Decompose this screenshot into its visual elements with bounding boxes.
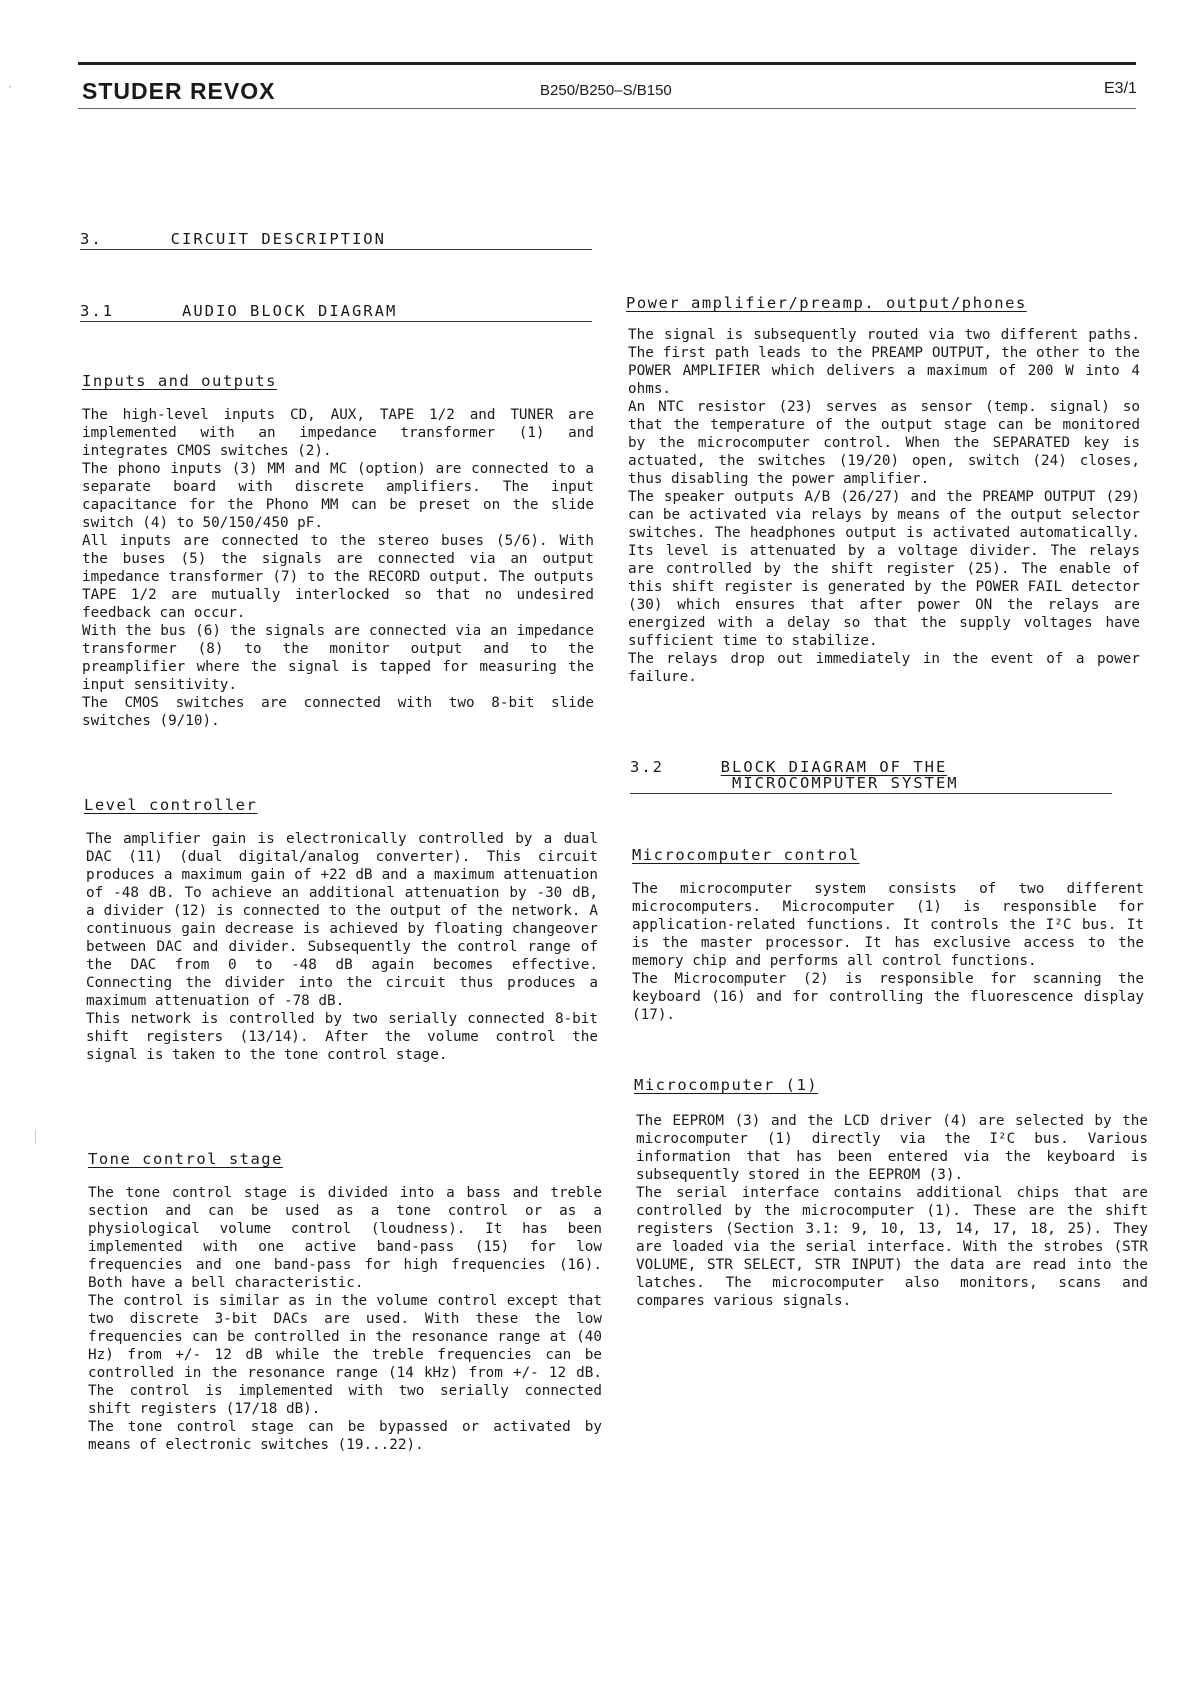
paragraph: The Microcomputer (2) is responsible for scanning the keyboard (16) and for controlling the fluorescence display (17). xyxy=(632,971,1144,1023)
paragraph: An NTC resistor (23) serves as sensor (temp. signal) so that the temperature of the output stage can be monitored by the microcomputer control. When the SEPARATED key is actuated, the switches (19/20) open, switch (24) closes, thus disabling the power amplifier. xyxy=(628,399,1140,487)
header-rule xyxy=(78,108,1136,109)
section-number: 3.2 xyxy=(630,758,664,776)
paragraph: The relays drop out immediately in the event of a power failure. xyxy=(628,651,1140,685)
paragraph: The signal is subsequently routed via two different paths. The first path leads to the PREAMP OUTPUT, the other to the POWER AMPLIFIER which delivers a maximum of 200 W into 4 ohms. xyxy=(628,327,1140,397)
section-3-2-heading-line2 xyxy=(630,774,1112,794)
level-heading: Level controller xyxy=(84,796,258,814)
scan-mark xyxy=(35,1130,36,1144)
micro-control-body xyxy=(632,880,1144,1024)
power-body xyxy=(628,326,1140,686)
level-body xyxy=(86,830,598,1064)
tone-body xyxy=(88,1184,602,1454)
power-heading: Power amplifier/preamp. output/phones xyxy=(626,294,1027,312)
section-title-line: MICROCOMPUTER SYSTEM xyxy=(732,774,959,792)
micro-1-heading: Microcomputer (1) xyxy=(634,1076,819,1094)
micro-control-heading: Microcomputer control xyxy=(632,846,860,864)
paragraph: The EEPROM (3) and the LCD driver (4) are selected by the microcomputer (1) directly via the I²C bus. Various information that has been entered via the keyboard is subsequently stored in the EEPROM (3). xyxy=(636,1113,1148,1183)
paragraph: The microcomputer system consists of two different microcomputers. Microcomputer (1) is responsible for application-related functions. It controls the I²C bus. It is the master processor. It has exclusive access to the memory chip and performs all control functions. xyxy=(632,881,1144,969)
top-rule xyxy=(78,62,1136,65)
section-3-1-heading xyxy=(80,302,592,322)
tone-heading: Tone control stage xyxy=(88,1150,283,1168)
scan-mark: · xyxy=(8,80,12,94)
section-title: AUDIO BLOCK DIAGRAM xyxy=(182,302,398,320)
micro-1-body xyxy=(636,1112,1148,1310)
section-title-line: BLOCK DIAGRAM OF THE xyxy=(720,758,948,776)
paragraph: The speaker outputs A/B (26/27) and the PREAMP OUTPUT (29) can be activated via relays by means of the output selector switches. The headphones output is activated automatically. Its level is attenuated by a voltage divider. The relays are controlled by the shift register (25). The enable of this shift register is generated by the POWER FAIL detector (30) which ensures that after power ON the relays are energized with a delay so that the supply voltages have sufficient time to stabilize. xyxy=(628,489,1140,649)
chapter-title: CIRCUIT DESCRIPTION xyxy=(170,230,386,248)
model-number: B250/B250–S/B150 xyxy=(540,82,672,99)
paragraph: The serial interface contains additional chips that are controlled by the microcomputer (1). These are the shift registers (Section 3.1: 9, 10, 13, 14, 17, 18, 25). They are loaded via the serial interface. With the strobes (STR VOLUME, STR SELECT, STR INPUT) the data are read into the latches. The microcomputer also monitors, scans and compares various signals. xyxy=(636,1185,1148,1309)
paragraph: With the bus (6) the signals are connected via an impedance transformer (8) to the monitor output and to the preamplifier where the signal is tapped for measuring the input sensitivity. xyxy=(82,623,594,693)
chapter-number: 3. xyxy=(80,230,103,248)
paragraph: The phono inputs (3) MM and MC (option) are connected to a separate board with discrete amplifiers. The input capacitance for the Phono MM can be preset on the slide switch (4) to 50/150/450 pF. xyxy=(82,461,594,531)
paragraph: The tone control stage is divided into a bass and treble section and can be used as a tone control or as a physiological volume control (loudness). It has been implemented with one active band-pass (15) for low frequencies and one band-pass for high frequencies (16). Both have a bell characteristic. xyxy=(88,1185,602,1291)
page-number: E3/1 xyxy=(1104,80,1137,97)
section-number: 3.1 xyxy=(80,302,114,320)
paragraph: The amplifier gain is electronically controlled by a dual DAC (11) (dual digital/analog converter). This circuit produces a maximum gain of +22 dB and a maximum attenuation of -48 dB. To achieve an additional attenuation by -30 dB, a divider (12) is connected to the output of the network. A continuous gain decrease is achieved by floating changeover between DAC and divider. Subsequently the control range of the DAC from 0 to -48 dB again becomes effective. Connecting the divider into the circuit thus produces a maximum attenuation of -78 dB. xyxy=(86,831,598,1009)
paragraph: The high-level inputs CD, AUX, TAPE 1/2 and TUNER are implemented with an impedance transformer (1) and integrates CMOS switches (2). xyxy=(82,407,594,459)
inputs-heading: Inputs and outputs xyxy=(82,372,277,390)
paragraph: The tone control stage can be bypassed or activated by means of electronic switches (19...22). xyxy=(88,1419,602,1453)
paragraph: The CMOS switches are connected with two 8-bit slide switches (9/10). xyxy=(82,695,594,729)
paragraph: The control is similar as in the volume control except that two discrete 3-bit DACs are used. With these the low frequencies can be controlled in the resonance range at (40 Hz) from +/- 12 dB while the treble frequencies can be controlled in the resonance range (14 kHz) from +/- 12 dB. The control is implemented with two serially connected shift registers (17/18 dB). xyxy=(88,1293,602,1417)
chapter-heading xyxy=(80,230,592,250)
paragraph: This network is controlled by two serially connected 8-bit shift registers (13/14). After the volume control the signal is taken to the tone control stage. xyxy=(86,1011,598,1063)
inputs-body xyxy=(82,406,594,730)
paragraph: All inputs are connected to the stereo buses (5/6). With the buses (5) the signals are connected via an output impedance transformer (7) to the RECORD output. The outputs TAPE 1/2 are mutually interlocked so that no undesired feedback can occur. xyxy=(82,533,594,621)
brand-logo: STUDER REVOX xyxy=(82,78,276,104)
